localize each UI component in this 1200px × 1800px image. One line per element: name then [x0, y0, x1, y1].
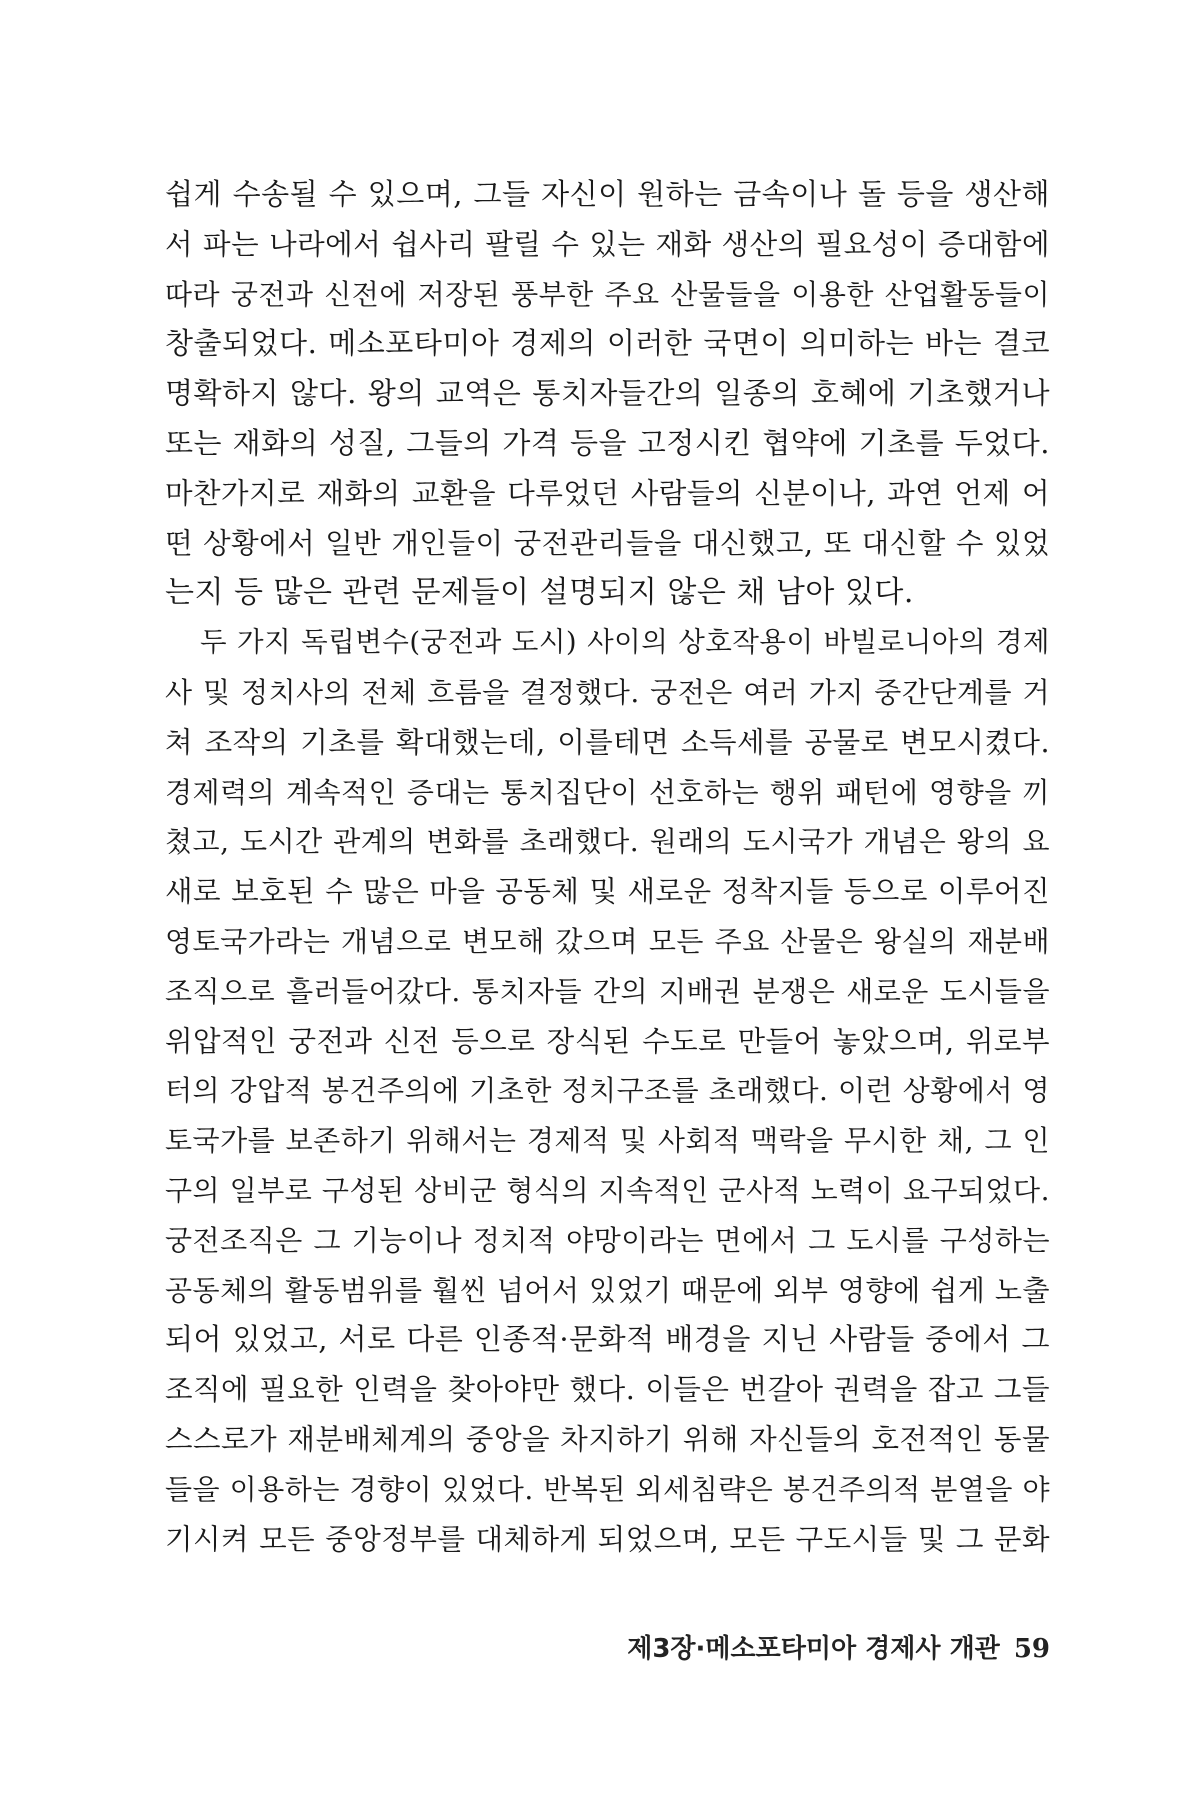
- text-line: 또는 재화의 성질, 그들의 가격 등을 고정시킨 협약에 기초를 두었다.: [165, 425, 1050, 460]
- paragraph-start-line: 두 가지 독립변수(궁전과 도시) 사이의 상호작용이 바빌로니아의 경제: [200, 626, 1050, 659]
- page-number: 59: [1013, 1634, 1050, 1664]
- text-line: 쳤고, 도시간 관계의 변화를 초래했다. 원래의 도시국가 개념은 왕의 요: [165, 825, 1050, 859]
- text-line: 공동체의 활동범위를 훨씬 넘어서 있었기 때문에 외부 영향에 쉽게 노출: [165, 1273, 1050, 1307]
- text-line: 경제력의 계속적인 증대는 통치집단이 선호하는 행위 패턴에 영향을 끼: [165, 775, 1050, 809]
- text-line: 영토국가라는 개념으로 변모해 갔으며 모든 주요 산물은 왕실의 재분배: [165, 924, 1050, 958]
- text-line: 새로 보호된 수 많은 마을 공동체 및 새로운 정착지들 등으로 이루어진: [165, 875, 1050, 909]
- text-line: 마찬가지로 재화의 교환을 다루었던 사람들의 신분이나, 과연 언제 어: [165, 476, 1050, 510]
- running-footer: [610, 1628, 1050, 1665]
- text-line: 토국가를 보존하기 위해서는 경제적 및 사회적 맥락을 무시한 채, 그 인: [165, 1124, 1050, 1158]
- chapter-running-head: 제3장·메소포타미아 경제사 개관: [627, 1634, 1000, 1664]
- text-line: 스스로가 재분배체계의 중앙을 차지하기 위해 자신들의 호전적인 동물: [165, 1422, 1050, 1456]
- text-line: 조직으로 흘러들어갔다. 통치자들 간의 지배권 분쟁은 새로운 도시들을: [165, 974, 1050, 1008]
- text-line: 사 및 정치사의 전체 흐름을 결정했다. 궁전은 여러 가지 중간단계를 거: [165, 675, 1050, 709]
- text-line: 명확하지 않다. 왕의 교역은 통치자들간의 일종의 호혜에 기초했거나: [165, 376, 1050, 411]
- text-line: 창출되었다. 메소포타미아 경제의 이러한 국면이 의미하는 바는 결코: [165, 326, 1050, 361]
- text-line: 터의 강압적 봉건주의에 기초한 정치구조를 초래했다. 이런 상황에서 영: [165, 1074, 1050, 1108]
- text-line: 궁전조직은 그 기능이나 정치적 야망이라는 면에서 그 도시를 구성하는: [165, 1223, 1050, 1257]
- text-line: 조직에 필요한 인력을 찾아야만 했다. 이들은 번갈아 권력을 잡고 그들: [165, 1373, 1050, 1407]
- text-line: 기시켜 모든 중앙정부를 대체하게 되었으며, 모든 구도시들 및 그 문화: [165, 1522, 1050, 1556]
- text-line: 따라 궁전과 신전에 저장된 풍부한 주요 산물들을 이용한 산업활동들이: [165, 277, 1050, 311]
- text-line: 구의 일부로 구성된 상비군 형식의 지속적인 군사적 노력이 요구되었다.: [165, 1173, 1050, 1207]
- text-line: 쉽게 수송될 수 있으며, 그들 자신이 원하는 금속이나 돌 등을 생산해: [165, 177, 1050, 211]
- text-line: 서 파는 나라에서 쉽사리 팔릴 수 있는 재화 생산의 필요성이 증대함에: [165, 227, 1050, 261]
- body-text: [165, 170, 1050, 1564]
- text-line: 위압적인 궁전과 신전 등으로 장식된 수도로 만들어 놓았으며, 위로부: [165, 1024, 1050, 1058]
- text-line: 떤 상황에서 일반 개인들이 궁전관리들을 대신했고, 또 대신할 수 있었: [165, 526, 1050, 560]
- text-line: 되어 있었고, 서로 다른 인종적·문화적 배경을 지닌 사람들 중에서 그: [165, 1322, 1050, 1357]
- text-line: 들을 이용하는 경향이 있었다. 반복된 외세침략은 봉건주의적 분열을 야: [165, 1472, 1050, 1506]
- text-line: 쳐 조작의 기초를 확대했는데, 이를테면 소득세를 공물로 변모시켰다.: [165, 725, 1050, 759]
- paragraph-end-line: 는지 등 많은 관련 문제들이 설명되지 않은 채 남아 있다.: [165, 575, 914, 611]
